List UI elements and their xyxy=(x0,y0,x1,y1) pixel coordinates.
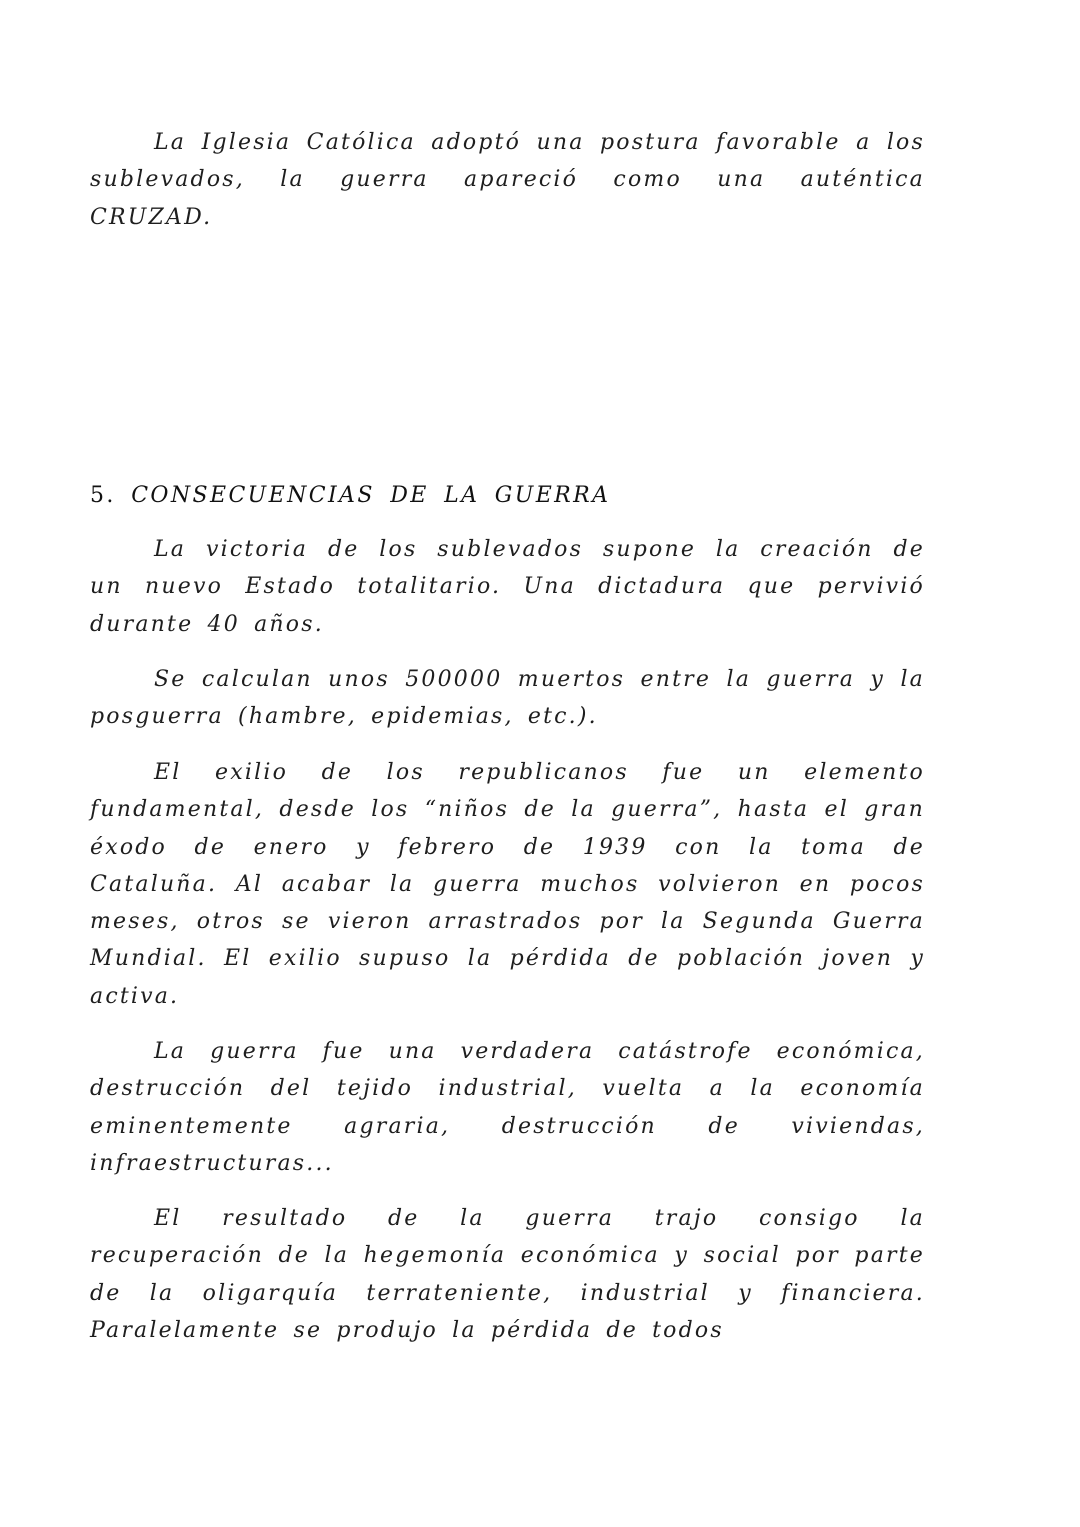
paragraph-hegemonia-oligarquia: El resultado de la guerra trajo consigo la recuperación de la hegemonía económica y social por parte de la oligarquía terrateniente, industrial y financiera. Paralelamente se produjo la pérdida de todos xyxy=(90,1206,925,1343)
section-number: 5. xyxy=(90,483,116,508)
section-title: CONSECUENCIAS DE LA GUERRA xyxy=(131,483,611,508)
section-heading xyxy=(90,479,610,513)
paragraph-iglesia: La Iglesia Católica adoptó una postura favorable a los sublevados, la guerra apareció como una auténtica CRUZAD. xyxy=(90,130,925,230)
paragraph-catastrofe-economica: La guerra fue una verdadera catástrofe económica, destrucción del tejido industrial, vuelta a la economía eminentemente agraria, destrucción de viviendas, infraestructuras... xyxy=(90,1039,925,1176)
paragraph-exilio: El exilio de los republicanos fue un elemento fundamental, desde los “niños de la guerra”, hasta el gran éxodo de enero y febrero de 1939 con la toma de Cataluña. Al acabar la guerra muchos volvieron en pocos meses, otros se vieron arrastrados por la Segunda Guerra Mundial. El exilio supuso la pérdida de población joven y activa. xyxy=(90,760,925,1009)
paragraph-muertos: Se calculan unos 500000 muertos entre la guerra y la posguerra (hambre, epidemias, etc.). xyxy=(90,667,925,730)
paragraph-estado-totalitario: La victoria de los sublevados supone la creación de un nuevo Estado totalitario. Una dictadura que pervivió durante 40 años. xyxy=(90,537,925,637)
